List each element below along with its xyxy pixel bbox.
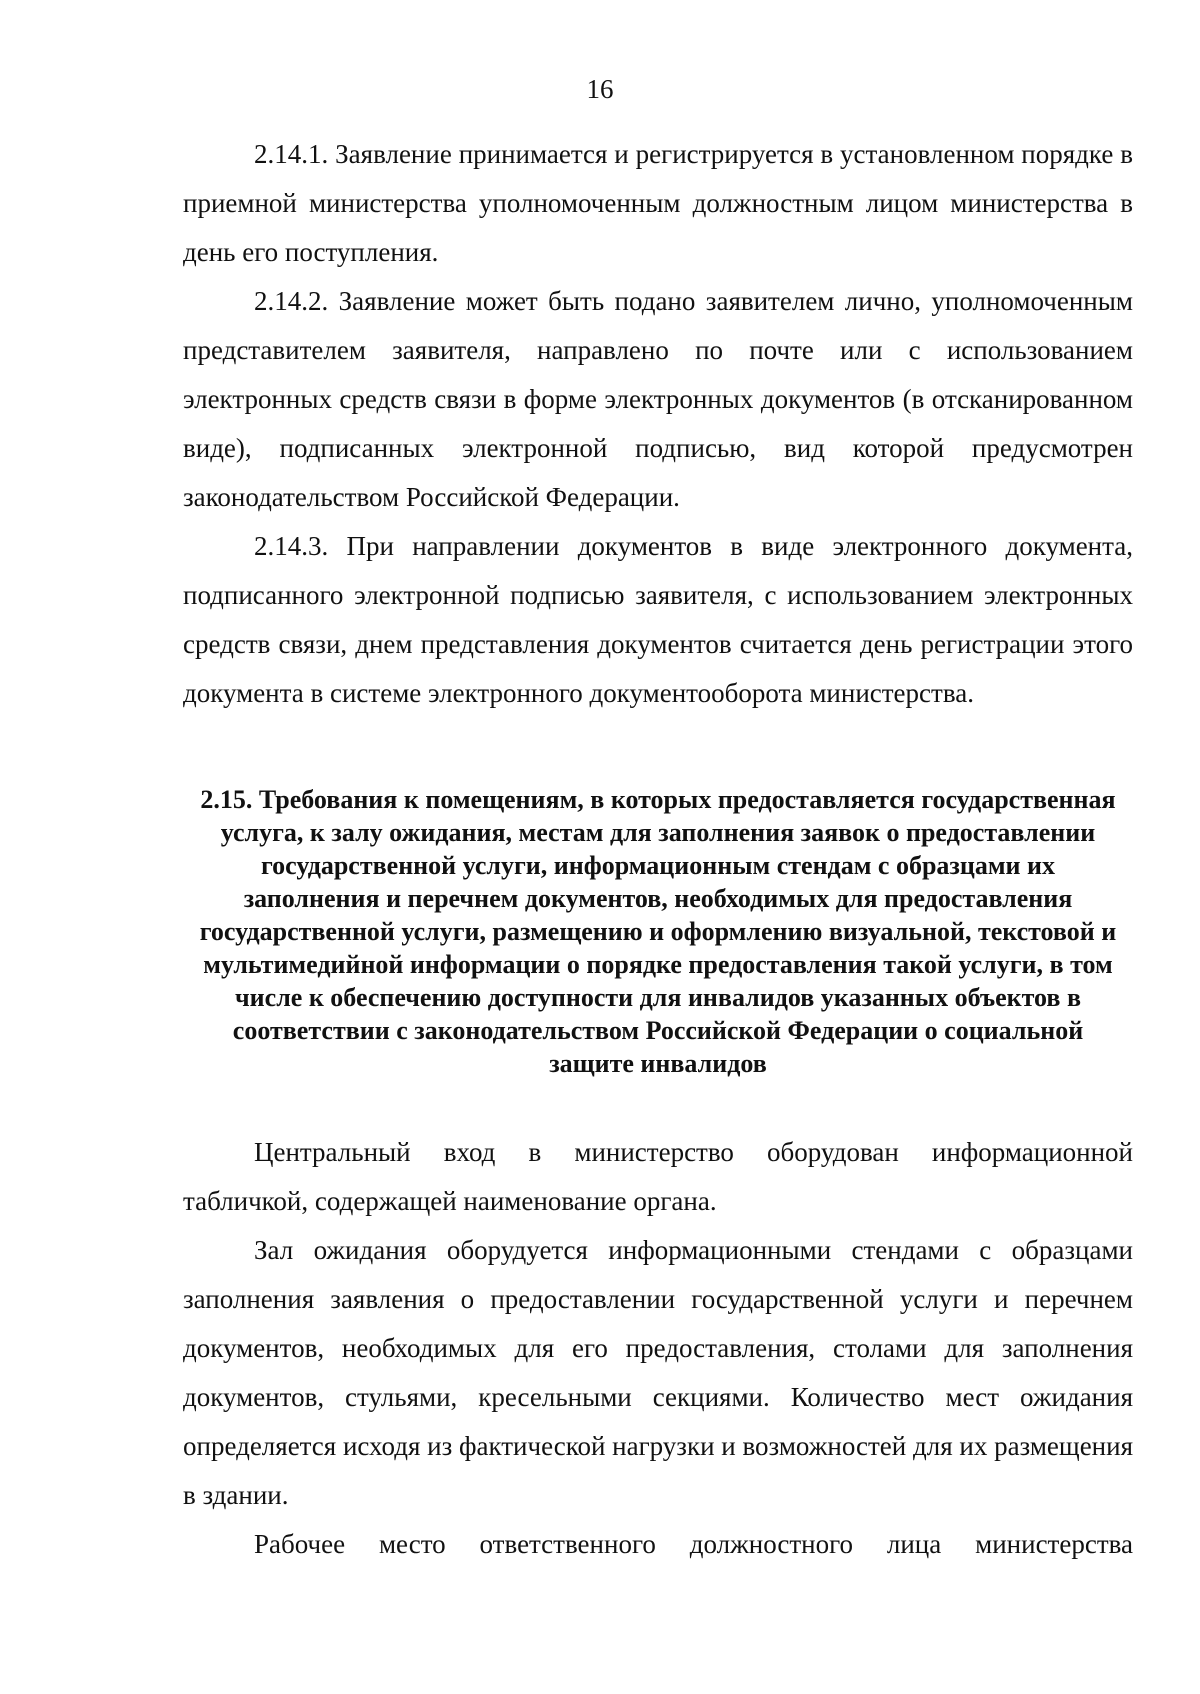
section-heading-2-15: 2.15. Требования к помещениям, в которых предоставляется государственная услуга, к залу ожидания, местам для заполнения заявок о предоставлении государственной услуги, информационным стендам с образцами их заполнения и перечнем документов, необходимых для предоставления государственной услуги, размещению и оформлению визуальной, текстовой и мультимедийной информации о порядке предоставления такой услуги, в том числе к обеспечению доступности для инвалидов указанных объектов в соответствии с законодательством Российской Федерации о социальной защите инвалидов xyxy=(199,785,1117,1078)
paragraph-2-14-1: 2.14.1. Заявление принимается и регистрируется в установленном порядке в приемной министерства уполномоченным должностным лицом министерства в день его поступления. xyxy=(183,139,1133,267)
paragraph-waiting-hall: Зал ожидания оборудуется информационными стендами с образцами заполнения заявления о предоставлении государственной услуги и перечнем документов, необходимых для его предоставления, столами для заполнения документов, стульями, кресельными секциями. Количество мест ожидания определяется исходя из фактической нагрузки и возможностей для их размещения в здании. xyxy=(183,1235,1133,1510)
paragraph-central-entrance: Центральный вход в министерство оборудован информационной табличкой, содержащей наименование органа. xyxy=(183,1137,1133,1216)
paragraph-2-14-2: 2.14.2. Заявление может быть подано заявителем лично, уполномоченным представителем заявителя, направлено по почте или с использованием электронных средств связи в форме электронных документов (в отсканированном виде), подписанных электронной подписью, вид которой предусмотрен законодательством Российской Федерации. xyxy=(183,286,1133,512)
document-body xyxy=(183,130,1133,1569)
paragraph-workplace: Рабочее место ответственного должностного лица министерства xyxy=(254,1529,1133,1559)
paragraph-2-14-3: 2.14.3. При направлении документов в виде электронного документа, подписанного электронной подписью заявителя, с использованием электронных средств связи, днем представления документов считается день регистрации этого документа в системе электронного документооборота министерства. xyxy=(183,531,1133,708)
page-number: 16 xyxy=(586,74,614,104)
